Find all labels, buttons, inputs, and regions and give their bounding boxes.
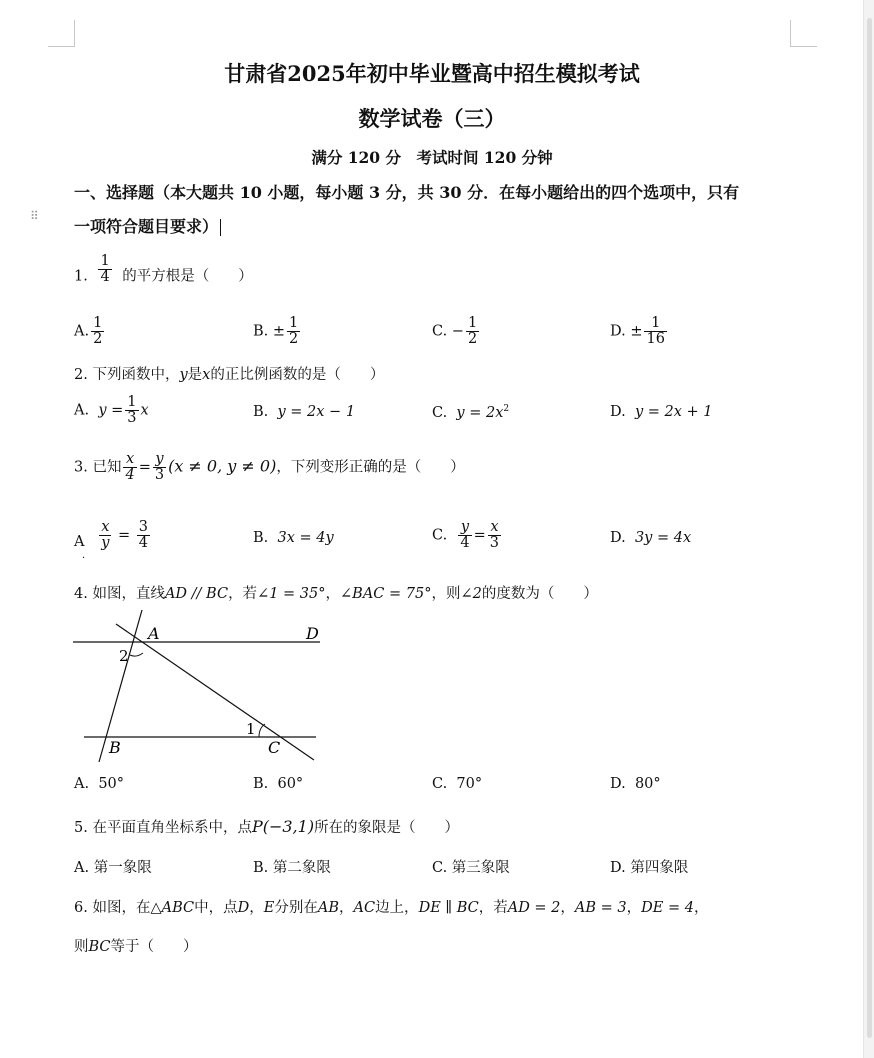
q5-option-b[interactable] [253, 856, 331, 877]
page-corner-top-right [790, 20, 817, 47]
math-expr: y = 2x [456, 404, 504, 421]
math-expr: P(−3,1) [251, 817, 315, 836]
math-expr: ∠2 [460, 586, 482, 602]
question-number: 1. [74, 268, 88, 285]
q2-option-d[interactable] [610, 404, 713, 420]
option-label: A. [74, 402, 90, 419]
fraction [466, 316, 479, 347]
numerator: 3 [138, 519, 149, 535]
question-text: 边上， [375, 900, 419, 916]
numerator: x [490, 519, 499, 535]
q5-option-c[interactable] [432, 856, 510, 877]
option-label: A. [74, 323, 90, 340]
question-5 [74, 816, 459, 837]
math-condition: (x ≠ 0, y ≠ 0) [168, 456, 277, 476]
question-1 [74, 254, 253, 285]
math-expr: AD = 2 [507, 900, 561, 916]
math-expr: y = 2x + 1 [634, 404, 713, 420]
page-corner-top-left [48, 20, 75, 47]
equals-sign: = [138, 459, 151, 476]
denominator: 4 [125, 467, 135, 484]
math-expr: 3x = 4y [277, 530, 334, 546]
denominator: 2 [467, 331, 478, 348]
option-label: B. [253, 530, 269, 546]
numerator: 1 [127, 394, 137, 410]
denominator: 3 [489, 535, 500, 552]
q5-option-a[interactable] [74, 856, 152, 877]
exam-info: 满分 120 分 考试时间 120 分钟 [311, 148, 553, 167]
section-heading-line1: 一、选择题（本大题共 10 小题，每小题 3 分，共 30 分．在每小题给出的四个选项中，只有 [74, 183, 740, 202]
option-label: C. [432, 527, 448, 544]
option-label: C. [432, 323, 448, 340]
math-var: E [263, 900, 275, 916]
option-label: A. [74, 860, 90, 876]
option-label: B. [253, 860, 269, 876]
denominator: y [101, 535, 110, 552]
q3-option-c[interactable] [432, 520, 503, 551]
option-label [74, 533, 92, 561]
math-expr: BC [88, 939, 111, 955]
question-text: 在平面直角坐标系中，点 [92, 820, 252, 836]
option-value: 第一象限 [93, 860, 152, 876]
option-label: D. [610, 404, 626, 420]
q3-option-b[interactable] [253, 530, 334, 546]
punctuation: ， [249, 900, 264, 916]
section-heading-line2[interactable] [74, 214, 221, 237]
denominator: 16 [646, 331, 665, 348]
denominator: 2 [93, 331, 103, 348]
question-text: 是 [187, 367, 203, 383]
option-label: A. [74, 776, 90, 792]
fraction [91, 316, 104, 347]
q2-option-a[interactable] [74, 395, 149, 426]
question-text: 已知 [92, 459, 122, 476]
q4-figure [70, 608, 330, 770]
math-var: x [202, 367, 211, 383]
numerator: x [101, 519, 110, 535]
denominator: 4 [138, 535, 149, 552]
option-label: C. [432, 404, 448, 421]
question-number: 4. [74, 586, 88, 602]
question-number: 5. [74, 820, 88, 836]
question-text: 如图，直线 [92, 586, 165, 602]
math-var: D [237, 900, 250, 916]
option-prefix: ± [272, 323, 286, 340]
fraction [123, 452, 136, 483]
angle-label-2: 2 [119, 647, 129, 665]
option-prefix: − [451, 323, 464, 340]
question-2 [74, 363, 384, 384]
numerator: y [460, 519, 470, 535]
question-text: 分别在 [274, 900, 318, 916]
page-subtitle: 数学试卷（三） [358, 106, 506, 131]
punctuation: ， [338, 900, 354, 916]
option-label: B. [253, 323, 269, 340]
angle-label-1: 1 [246, 720, 256, 738]
option-value: 第四象限 [630, 860, 689, 876]
denominator: 3 [127, 410, 137, 427]
option-label: B. [253, 776, 269, 792]
math-expr: 3y = 4x [634, 530, 692, 546]
question-text: 等于（ ） [110, 939, 198, 955]
math-expr: ∠1 = 35° [257, 586, 326, 602]
punctuation: ， [325, 586, 341, 602]
q1-option-c[interactable] [432, 316, 481, 347]
scrollbar[interactable] [863, 0, 874, 1058]
fraction [99, 520, 111, 551]
q4-option-d[interactable] [610, 776, 661, 792]
option-label: C. [432, 776, 448, 792]
scrollbar-thumb[interactable] [867, 18, 872, 1038]
q1-option-d[interactable] [610, 316, 669, 347]
fraction [98, 254, 111, 285]
math-expr: AC [353, 900, 376, 916]
question-text: 则 [74, 939, 89, 955]
fraction [458, 520, 471, 551]
q4-option-b[interactable] [253, 776, 303, 792]
numerator: 1 [289, 315, 299, 331]
denominator: 3 [154, 467, 165, 484]
numerator: 1 [651, 315, 661, 331]
option-label: D. [610, 530, 626, 546]
question-number: 6. [74, 900, 88, 916]
exponent: 2 [503, 404, 510, 414]
option-value: 70° [456, 776, 483, 792]
point-label-c: C [268, 738, 281, 757]
question-6-line2 [74, 935, 198, 956]
question-text: ，若 [228, 586, 258, 602]
q5-option-d[interactable] [610, 856, 688, 877]
option-label: D. [610, 860, 626, 876]
page-title: 甘肃省2025年初中毕业暨高中招生模拟考试 [224, 61, 640, 86]
math-expr: AB = 3 [574, 900, 627, 916]
fraction [287, 316, 300, 347]
question-text: 的度数为（ ） [481, 586, 598, 602]
point-label-b: B [109, 738, 121, 757]
question-text: 如图，在 [92, 900, 151, 916]
punctuation: ， [693, 900, 709, 916]
question-text: 所在的象限是（ ） [314, 820, 460, 836]
q3-option-a[interactable] [74, 519, 152, 561]
question-text: 下列函数中， [92, 367, 180, 383]
q2-option-c[interactable] [432, 404, 509, 421]
math-expr: ∠BAC = 75° [340, 586, 432, 602]
section-heading-text: 一项符合题目要求） [74, 217, 219, 236]
text-cursor [220, 219, 221, 236]
option-label: C. [432, 860, 448, 876]
option-value: 80° [634, 776, 661, 792]
question-text: 中，点 [194, 900, 238, 916]
option-value: 60° [277, 776, 304, 792]
denominator: 4 [100, 269, 110, 286]
q4-option-a[interactable] [74, 776, 124, 792]
math-expr: △ABC [150, 900, 195, 916]
option-letter: A [74, 533, 85, 550]
equals-sign: = [118, 527, 131, 544]
math-expr: AB [317, 900, 339, 916]
question-text: ，若 [478, 900, 508, 916]
point-label-a: A [148, 624, 160, 643]
option-value: 第三象限 [451, 860, 510, 876]
math-var: x [140, 402, 149, 419]
option-value: 第二象限 [272, 860, 331, 876]
q1-option-b[interactable] [253, 316, 302, 347]
numerator: 1 [100, 253, 110, 269]
angle-2-arc [130, 653, 143, 656]
numerator: 1 [93, 315, 103, 331]
punctuation: ， [626, 900, 642, 916]
option-value: 50° [98, 776, 125, 792]
numerator: x [125, 451, 135, 467]
question-3 [74, 452, 465, 483]
fraction [488, 520, 501, 551]
question-text: ，则 [431, 586, 461, 602]
point-label-d: D [306, 624, 319, 643]
question-number: 2. [74, 367, 88, 383]
question-text: 的正比例函数的是（ ） [210, 367, 385, 383]
equals-sign: = [473, 527, 486, 544]
denominator: 4 [460, 535, 470, 552]
numerator: 1 [467, 315, 478, 331]
option-dot: ． [82, 549, 92, 561]
math-var: y [179, 367, 188, 383]
question-text: ，下列变形正确的是（ ） [276, 459, 465, 476]
denominator: 2 [289, 331, 299, 348]
line-ac [116, 624, 314, 760]
fraction [125, 395, 138, 426]
drag-handle-icon[interactable]: ⠿ [30, 209, 40, 223]
math-expr: y = [98, 402, 124, 419]
q4-option-c[interactable] [432, 776, 482, 792]
math-expr: AD // BC [164, 586, 229, 602]
option-label: D. [610, 776, 626, 792]
numerator: y [155, 451, 164, 467]
fraction [644, 316, 666, 347]
question-number: 3. [74, 459, 88, 476]
question-text: 的平方根是（ ） [122, 268, 253, 285]
question-4 [74, 582, 598, 603]
q3-option-d[interactable] [610, 530, 691, 546]
q2-option-b[interactable] [253, 404, 355, 420]
question-6 [74, 896, 794, 917]
math-expr: DE ∥ BC [418, 900, 479, 916]
punctuation: ， [560, 900, 575, 916]
option-label: B. [253, 404, 269, 420]
fraction [153, 452, 166, 483]
option-label: D. [610, 323, 626, 340]
math-expr: y = 2x − 1 [277, 404, 356, 420]
q1-option-a[interactable] [74, 316, 106, 347]
math-expr: DE = 4 [641, 900, 694, 916]
option-prefix: ± [630, 323, 643, 340]
fraction [137, 520, 150, 551]
